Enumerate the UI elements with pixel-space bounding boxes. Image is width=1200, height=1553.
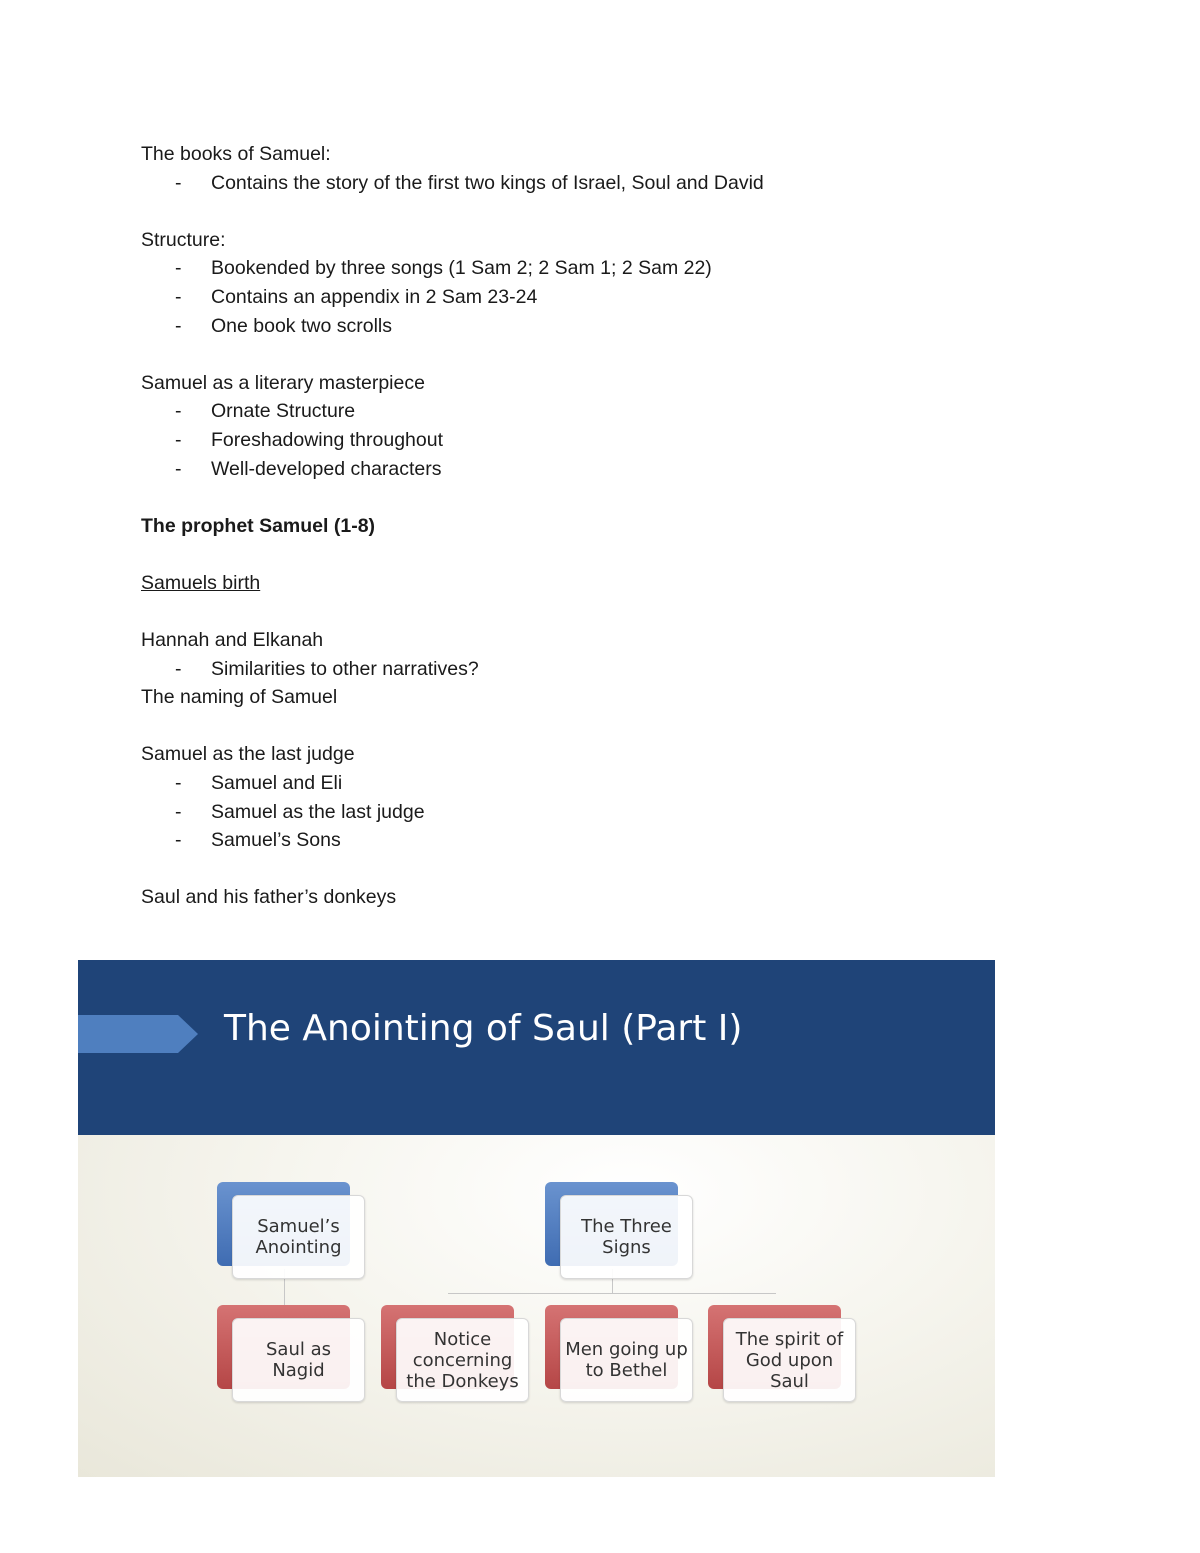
slide-header — [78, 960, 995, 1135]
books-heading: The books of Samuel: — [141, 143, 331, 165]
literary-heading: Samuel as a literary masterpiece — [141, 371, 425, 394]
bullet-item — [141, 455, 1041, 484]
document-notes — [141, 140, 1041, 912]
slide-title: The Anointing of Saul (Part I) — [224, 1008, 743, 1049]
bullet-item — [141, 798, 1041, 827]
bullet-item — [141, 254, 1041, 283]
bullet-item — [141, 397, 1041, 426]
bullet-item — [141, 312, 1041, 341]
bullet-text: Similarities to other narratives? — [211, 657, 479, 680]
bullet-dash: - — [175, 800, 182, 823]
bullet-text: One book two scrolls — [211, 314, 392, 337]
bullet-text: Well-developed characters — [211, 457, 442, 480]
bullet-dash: - — [175, 457, 182, 480]
bullet-dash: - — [175, 400, 182, 423]
bullet-text: Contains an appendix in 2 Sam 23-24 — [211, 285, 538, 308]
node-label: The Three Signs — [560, 1195, 693, 1279]
bullet-text: Foreshadowing throughout — [211, 428, 443, 451]
bullet-text: Ornate Structure — [211, 400, 356, 423]
node-label: Saul as Nagid — [232, 1318, 365, 1402]
bullet-item — [141, 655, 1041, 684]
subsection-heading: Samuels birth — [141, 571, 261, 594]
judge-heading: Samuel as the last judge — [141, 743, 355, 766]
arrow-shape-icon — [78, 1015, 198, 1053]
bullet-dash: - — [175, 428, 182, 451]
hannah-heading: Hannah and Elkanah — [141, 629, 324, 652]
bullet-dash: - — [175, 772, 182, 795]
bullet-text: Samuel as the last judge — [211, 800, 425, 823]
bullet-text: Bookended by three songs (1 Sam 2; 2 Sam 1; 2 Sam 22) — [211, 257, 712, 280]
node-label: Samuel’s Anointing — [232, 1195, 365, 1279]
bullet-text: Contains the story of the first two kings of Israel, Soul and David — [211, 171, 764, 194]
bullet-item — [141, 169, 1041, 198]
bullet-item — [141, 826, 1041, 855]
bullet-item — [141, 426, 1041, 455]
bullet-dash: - — [175, 171, 182, 194]
connector-line — [448, 1293, 776, 1294]
embedded-slide — [78, 960, 995, 1477]
naming-line: The naming of Samuel — [141, 686, 338, 709]
bullet-dash: - — [175, 829, 182, 852]
bullet-item — [141, 769, 1041, 798]
bullet-dash: - — [175, 285, 182, 308]
node-label: Notice concerning the Donkeys — [396, 1318, 529, 1402]
bullet-dash: - — [175, 257, 182, 280]
bullet-dash: - — [175, 657, 182, 680]
structure-heading: Structure: — [141, 228, 226, 251]
bullet-item — [141, 283, 1041, 312]
bullet-text: Samuel’s Sons — [211, 829, 341, 852]
bullet-dash: - — [175, 314, 182, 337]
node-label: The spirit of God upon Saul — [723, 1318, 856, 1402]
bullet-text: Samuel and Eli — [211, 772, 343, 795]
section-heading: The prophet Samuel (1-8) — [141, 514, 376, 537]
node-label: Men going up to Bethel — [560, 1318, 693, 1402]
saul-line: Saul and his father’s donkeys — [141, 886, 397, 909]
